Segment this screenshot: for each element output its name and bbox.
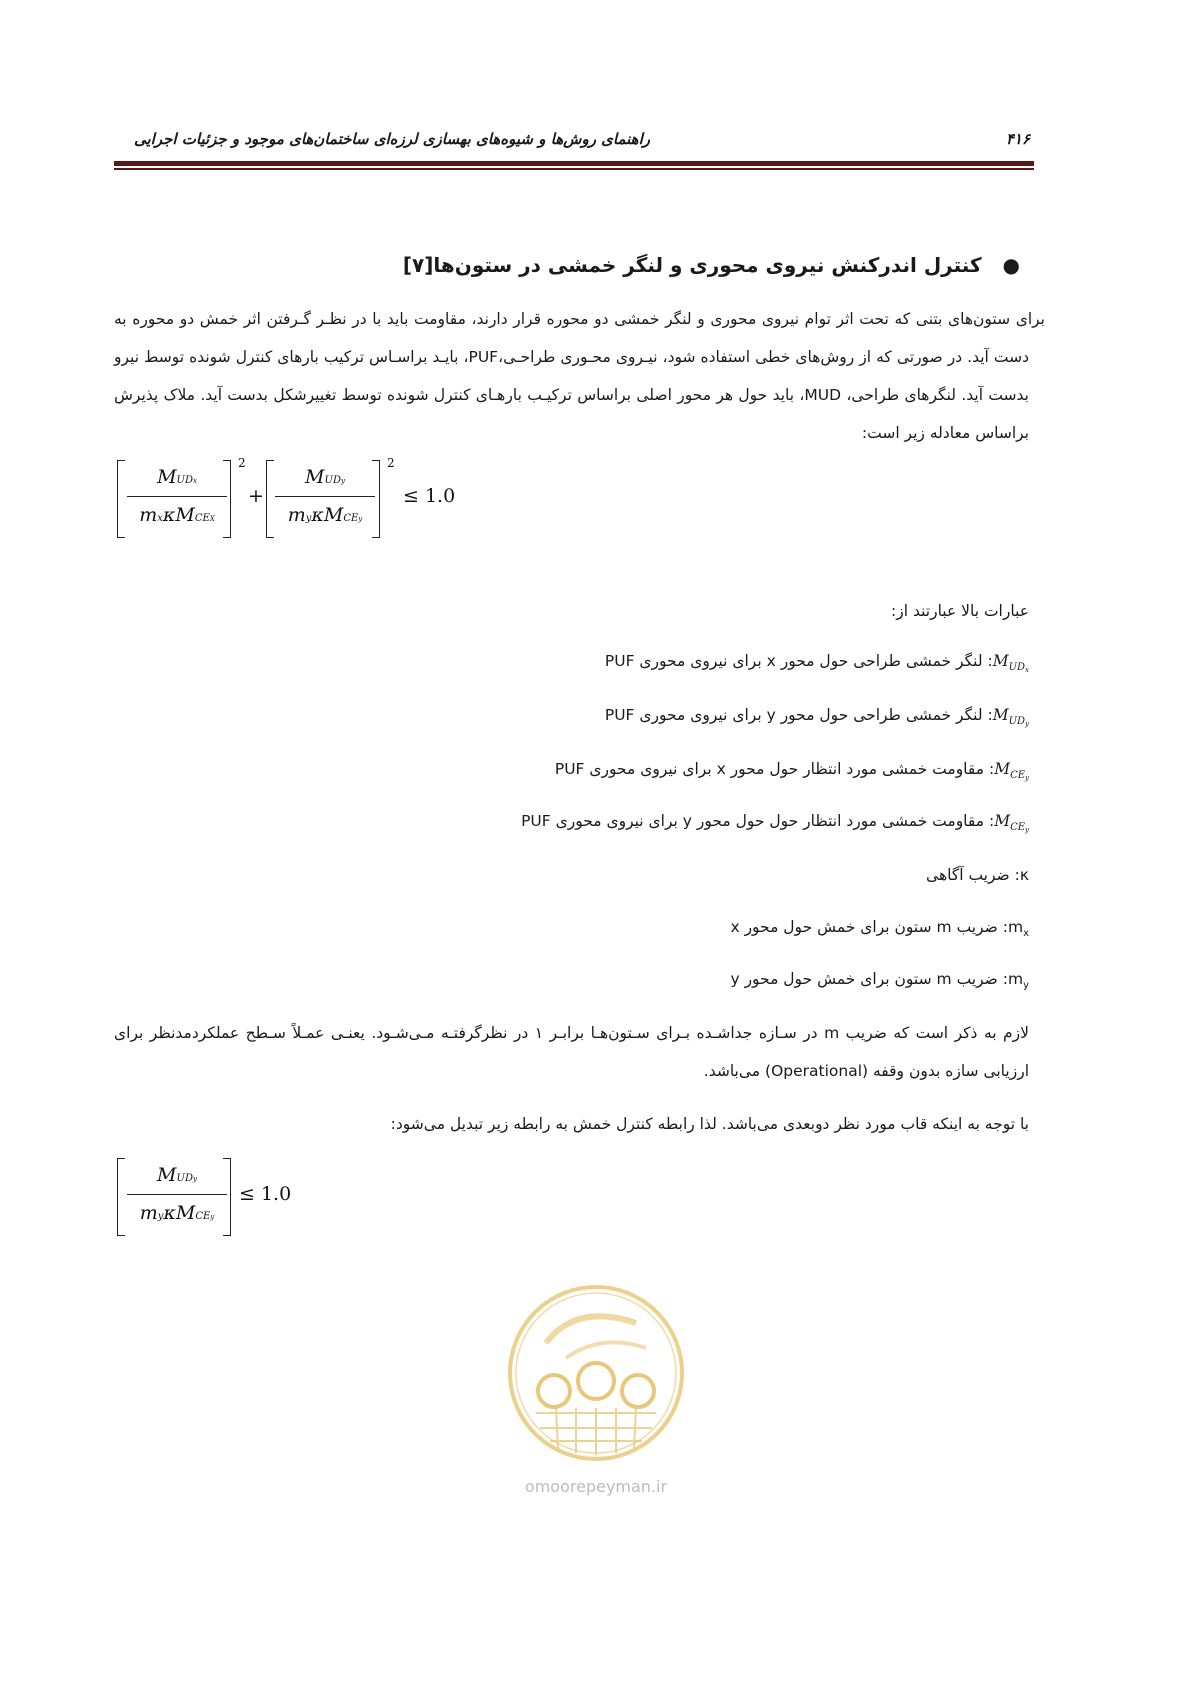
bracket-right [223, 1158, 231, 1236]
bullet-icon: ● [1002, 253, 1020, 277]
reduced-equation [117, 1154, 297, 1244]
fraction-denominator: myκMCEy [287, 504, 363, 526]
section-heading [114, 253, 1020, 277]
fraction-denominator: mxκMCEX [139, 504, 215, 526]
fraction-numerator: MUDy [157, 1164, 197, 1186]
header-rule-thick [114, 161, 1034, 166]
page-header [118, 130, 1030, 152]
terms-intro: عبارات بالا عبارتند از: [891, 602, 1029, 620]
fraction-numerator: MUDx [157, 466, 197, 488]
interaction-equation [117, 456, 456, 546]
reduction-paragraph: با توجه به اینکه قاب مورد نظر دوبعدی می‌باشد. لذا رابطه کنترل خمش به رابطه زیر تبدیل می‌شود: [390, 1115, 1029, 1133]
power: 2 [387, 456, 395, 470]
watermark-site: omoorepeyman.ir [524, 1477, 668, 1496]
inequality-rhs: ≤ 1.0 [403, 485, 456, 507]
definition-line: κ: ضریب آگاهی [926, 866, 1029, 884]
bracket-left [117, 460, 125, 538]
inequality-rhs: ≤ 1.0 [239, 1183, 292, 1205]
definition-line: $M_{CEy}$: مقاومت خمشی مورد انتظار حول حول محور y برای نیروی محوری PUF [521, 812, 1029, 834]
bracket-left [266, 460, 274, 538]
section-heading-text: کنترل اندرکنش نیروی محوری و لنگر خمشی در ستون‌ها[۷] [402, 253, 982, 277]
watermark-logo-icon [506, 1283, 686, 1463]
fraction-numerator: MUDy [305, 466, 345, 488]
power: 2 [238, 456, 246, 470]
book-title: راهنمای روش‌ها و شیوه‌های بهسازی لرزه‌ای ساختمان‌های موجود و جزئیات اجرایی [133, 130, 650, 148]
definition-line: $m_x$: ضریب m ستون برای خمش حول محور x [730, 918, 1029, 939]
fraction-bar [127, 1194, 227, 1195]
bracket-left [117, 1158, 125, 1236]
definition-line: $M_{UDy}$: لنگر خمشی طراحی حول محور y برای نیروی محوری PUF [604, 706, 1029, 728]
fraction-denominator: myκMCEy [139, 1202, 215, 1224]
definition-line: $M_{UDx}$: لنگر خمشی طراحی حول محور x برای نیروی محوری PUF [604, 652, 1029, 674]
bracket-right [223, 460, 231, 538]
definition-line: $M_{CEy}$: مقاومت خمشی مورد انتظار حول محور x برای نیروی محوری PUF [554, 760, 1029, 782]
fraction-bar [127, 496, 227, 497]
bracket-right [372, 460, 380, 538]
header-rule-thin [114, 168, 1034, 170]
definition-line: $m_y$: ضریب m ستون برای خمش حول محور y [730, 970, 1029, 991]
plus-sign: + [248, 485, 264, 507]
fraction-bar [275, 496, 375, 497]
page-number: ۴۱۶ [1005, 130, 1030, 148]
intro-paragraph: برای ستون‌های بتنی که تحت اثر توام نیروی محوری و لنگر خمشی دو محوره قرار دارند، مقاومت باید با در نظـر گـرفتن اثر خمش دو محوره به دست آید. در صورتی که از روش‌های خطی استفاده شود، نیـروی محـوری طراحـی،PUF، بایـد براسـاس ترکیب بارهای کنترل شونده توسط نیرو بدست آید. لنگرهای طراحی، MUD، باید حول هر محور اصلی براساس ترکیـب بارهـای کنترل شونده توسط تغییرشکل بدست آید. ملاک پذیرش براساس معادله زیر است: [114, 310, 1045, 442]
note-paragraph: لازم به ذکر است که ضریب m در سـازه جداشـده بـرای سـتون‌هـا برابـر ۱ در نظرگرفتـه مـی‌شـود. یعنـی عمـلاً سـطح عملکردمدنظر برای ارزیابی سازه بدون وقفه (Operational) می‌باشد. [114, 1024, 1029, 1080]
